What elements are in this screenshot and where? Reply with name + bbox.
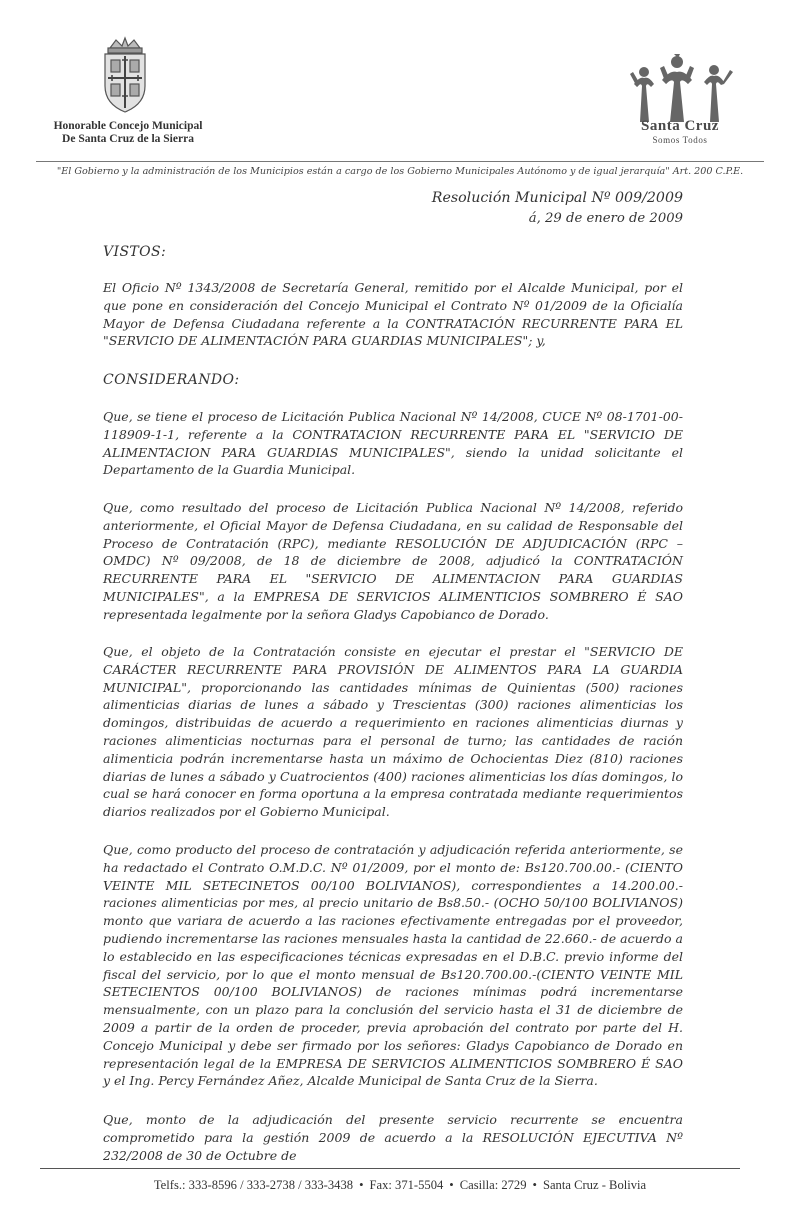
section-heading-considerando: CONSIDERANDO: <box>103 372 240 388</box>
council-line-1: Honorable Concejo Municipal <box>53 120 203 132</box>
footer-city: Santa Cruz - Bolivia <box>542 1178 647 1192</box>
footer-box: Casilla: 2729 <box>459 1178 527 1192</box>
bullet-icon: • <box>359 1178 364 1192</box>
footer-divider <box>40 1168 740 1169</box>
brand-tagline: Somos Todos <box>652 135 708 145</box>
council-line-2: De Santa Cruz de la Sierra <box>62 133 194 145</box>
resolution-title: Resolución Municipal Nº 009/2009 <box>431 190 683 206</box>
footer-phones: Telfs.: 333-8596 / 333-2738 / 333-3438 <box>153 1178 354 1192</box>
section-heading-vistos: VISTOS: <box>103 244 167 260</box>
council-name <box>38 120 218 146</box>
constitution-quote: "El Gobierno y la administración de los Municipios están a cargo de los Gobierno Municipales Autónomo y de igual jerarquía" Art. 200 C.P.E. <box>56 166 744 177</box>
paragraph-licitacion: Que, se tiene el proceso de Licitación Publica Nacional Nº 14/2008, CUCE Nº 08-1701-00-118909-1-1, referente a la CONTRATACION RECURRENTE PARA EL "SERVICIO DE ALIMENTACION PARA GUARDIAS MUNICIPALES", siendo la unidad solicitante el Departamento de la Guardia Municipal. <box>103 409 683 478</box>
bullet-icon: • <box>449 1178 454 1192</box>
paragraph-contrato: Que, como producto del proceso de contratación y adjudicación referida anteriormente, se ha redactado el Contrato O.M.D.C. Nº 01/2009, por el monto de: Bs120.700.00.- (CIENTO VEINTE MIL SETECINETOS 00/100 BOLIVIANOS), correspondientes a 14.200.00.- raciones alimenticias por mes, al precio unitario de Bs8.50.- (OCHO 50/100 BOLIVIANOS) monto que variara de acuerdo a las raciones efectivamente entregadas por el proveedor, pudiendo incrementarse las raciones mensuales hasta la cantidad de 22.660.- de acuerdo a lo establecido en las especificaciones técnicas expresadas en el D.B.C. previo informe del fiscal del servicio, por lo que el monto mensual de Bs120.700.00.-(CIENTO VEINTE MIL SETECIENTOS 00/100 BOLIVIANOS) de raciones mínimas podrá incrementarse mensualmente, con un plazo para la conclusión del servicio hasta el 31 de diciembre de 2009 a partir de la orden de proceder, previa aprobación del contrato por parte del H. Concejo Municipal y debe ser firmado por los señores: Gladys Capobianco de Dorado en representación legal de la EMPRESA DE SERVICIOS ALIMENTICIOS SOMBRERO É SAO y el Ing. Percy Fernández Añez, Alcalde Municipal de Santa Cruz de la Sierra. <box>103 842 683 1089</box>
footer-fax: Fax: 371-5504 <box>369 1178 444 1192</box>
municipal-crest-icon <box>96 34 154 118</box>
paragraph-adjudicacion: Que, como resultado del proceso de Licitación Publica Nacional Nº 14/2008, referido anteriormente, el Oficial Mayor de Defensa Ciudadana, en su calidad de Responsable del Proceso de Contratación (RPC), mediante RESOLUCIÓN DE ADJUDICACIÓN (RPC – OMDC) Nº 09/2008, de 18 de diciembre de 2008, adjudicó la CONTRATACIÓN RECURRENTE PARA EL "SERVICIO DE ALIMENTACION PARA GUARDIAS MUNICIPALES", a la EMPRESA DE SERVICIOS ALIMENTICIOS SOMBRERO É SAO representada legalmente por la señora Gladys Capobianco de Dorado. <box>103 500 683 622</box>
paragraph-objeto: Que, el objeto de la Contratación consiste en ejecutar el prestar el "SERVICIO DE CARÁCTER RECURRENTE PARA PROVISIÓN DE ALIMENTOS PARA LA GUARDIA MUNICIPAL", proporcionando las cantidades mínimas de Quinientas (500) raciones alimenticias diarias de lunes a sábado y Trescientas (300) raciones alimenticias los domingos, distribuidas de acuerdo a requerimiento en raciones alimenticias diurnas y raciones alimenticias nocturnas para el personal de turno; las cantidades de ración alimenticia podrán incrementarse hasta un máximo de Ochocientas Diez (810) raciones diarias de lunes a sábado y Cuatrocientos (400) raciones alimenticias los días domingos, lo cual se hará conocer en forma oportuna a la empresa contratada mediante requerimientos diarios realizados por el Gobierno Municipal. <box>103 644 683 820</box>
paragraph-oficio: El Oficio Nº 1343/2008 de Secretaría General, remitido por el Alcalde Municipal, por el que pone en consideración del Concejo Municipal el Contrato Nº 01/2009 de la Oficialía Mayor de Defensa Ciudadana referente a la CONTRATACIÓN RECURRENTE PARA EL "SERVICIO DE ALIMENTACIÓN PARA GUARDIAS MUNICIPALES"; y, <box>103 280 683 349</box>
bullet-icon: • <box>532 1178 537 1192</box>
header-divider <box>36 161 764 162</box>
footer-contact <box>0 1178 800 1193</box>
paragraph-monto: Que, monto de la adjudicación del presente servicio recurrente se encuentra comprometido para la gestión 2009 de acuerdo a la RESOLUCIÓN EJECUTIVA Nº 232/2008 de 30 de Octubre de <box>103 1112 683 1163</box>
resolution-date: á, 29 de enero de 2009 <box>528 211 683 226</box>
brand-name: Santa Cruz <box>641 118 719 134</box>
